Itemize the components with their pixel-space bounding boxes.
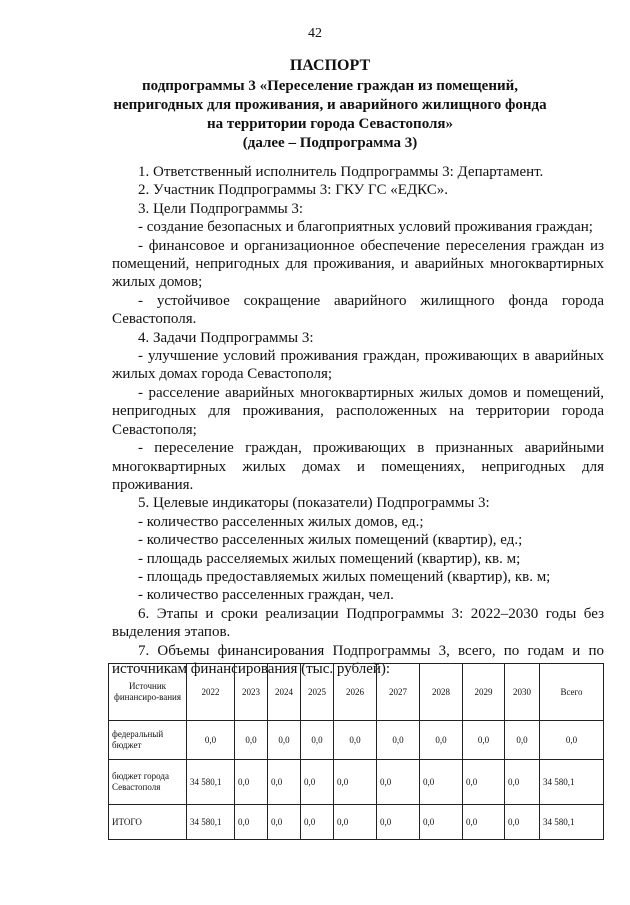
cell-value: 0,0 xyxy=(420,721,463,760)
title-line: непригодных для проживания, и аварийного жилищного фонда xyxy=(113,97,547,113)
header-year: 2022 xyxy=(187,664,235,721)
page-number: 42 xyxy=(308,26,322,41)
tasks-heading: 4. Задачи Подпрограммы 3: xyxy=(138,329,314,346)
title-heading: ПАСПОРТ xyxy=(289,57,371,74)
stages-and-terms: 6. Этапы и сроки реализации Подпрограммы 3: 2022–2030 годы без выделения этапов. xyxy=(112,605,604,641)
participant: 2. Участник Подпрограммы 3: ГКУ ГС «ЕДКС». xyxy=(138,182,448,199)
row-label: бюджет города Севастополя xyxy=(109,760,187,805)
cell-value: 34 580,1 xyxy=(187,760,235,805)
cell-value: 0,0 xyxy=(187,721,235,760)
cell-value: 0,0 xyxy=(268,805,301,840)
passport-body xyxy=(112,163,604,678)
title-line: на территории города Севастополя» xyxy=(206,116,454,132)
row-label: ИТОГО xyxy=(109,805,187,840)
goals-heading: 3. Цели Подпрограммы 3: xyxy=(138,200,304,217)
table-row xyxy=(109,760,604,805)
header-source: Источник финансиро-вания xyxy=(109,664,187,721)
cell-value: 0,0 xyxy=(463,760,505,805)
cell-value: 0,0 xyxy=(301,721,334,760)
cell-value: 0,0 xyxy=(268,721,301,760)
cell-value: 0,0 xyxy=(334,721,377,760)
cell-value: 0,0 xyxy=(377,721,420,760)
indicator-item: - площадь предоставляемых жилых помещений (квартир), кв. м; xyxy=(138,568,551,585)
goal-item: - устойчивое сокращение аварийного жилищного фонда города Севастополя. xyxy=(112,292,604,328)
cell-value: 0,0 xyxy=(268,760,301,805)
cell-value: 0,0 xyxy=(377,805,420,840)
header-year: 2029 xyxy=(463,664,505,721)
indicators-heading: 5. Целевые индикаторы (показатели) Подпрограммы 3: xyxy=(138,495,490,512)
header-year: 2028 xyxy=(420,664,463,721)
cell-value: 0,0 xyxy=(505,721,540,760)
cell-value: 0,0 xyxy=(235,760,268,805)
cell-value: 0,0 xyxy=(420,805,463,840)
cell-total: 34 580,1 xyxy=(540,760,604,805)
header-year: 2027 xyxy=(377,664,420,721)
header-year: 2025 xyxy=(301,664,334,721)
cell-value: 0,0 xyxy=(463,805,505,840)
cell-value: 0,0 xyxy=(334,760,377,805)
indicator-item: - количество расселенных жилых помещений (квартир), ед.; xyxy=(138,532,523,549)
cell-value: 0,0 xyxy=(334,805,377,840)
header-year: 2026 xyxy=(334,664,377,721)
cell-value: 0,0 xyxy=(301,760,334,805)
cell-value: 0,0 xyxy=(377,760,420,805)
header-year: 2023 xyxy=(235,664,268,721)
row-label: федеральный бюджет xyxy=(109,721,187,760)
cell-total: 0,0 xyxy=(540,721,604,760)
cell-value: 0,0 xyxy=(420,760,463,805)
table-row xyxy=(109,721,604,760)
header-total: Всего xyxy=(540,664,604,721)
task-item: - расселение аварийных многоквартирных жилых домов и помещений, непригодных для проживания, расположенных на территории города Севастополя; xyxy=(112,384,604,438)
goal-item: - создание безопасных и благоприятных условий проживания граждан; xyxy=(138,219,593,236)
task-item: - переселение граждан, проживающих в признанных аварийными многоквартирных жилых домах и помещениях, непригодных для проживания. xyxy=(112,440,604,493)
responsible-executor: 1. Ответственный исполнитель Подпрограммы 3: Департамент. xyxy=(138,164,544,180)
cell-value: 34 580,1 xyxy=(187,805,235,840)
cell-total: 34 580,1 xyxy=(540,805,604,840)
goal-item: - финансовое и организационное обеспечение переселения граждан из помещений, непригодных для проживания, и аварийных многоквартирных жилых домов; xyxy=(112,237,604,291)
passport-title xyxy=(70,56,590,153)
indicator-item: - количество расселенных жилых домов, ед.; xyxy=(138,513,424,530)
cell-value: 0,0 xyxy=(301,805,334,840)
cell-value: 0,0 xyxy=(463,721,505,760)
cell-value: 0,0 xyxy=(235,721,268,760)
indicator-item: - площадь расселяемых жилых помещений (квартир), кв. м; xyxy=(138,550,521,567)
task-item: - улучшение условий проживания граждан, проживающих в аварийных жилых домах города Севастополя; xyxy=(112,348,604,383)
table-header-row xyxy=(109,664,604,721)
financing-heading: 7. Объемы финансирования Подпрограммы 3, всего, по годам и по источникам финансирования (тыс. рублей): xyxy=(112,642,604,677)
header-year: 2030 xyxy=(505,664,540,721)
title-line: (далее – Подпрограмма 3) xyxy=(242,135,418,151)
cell-value: 0,0 xyxy=(505,805,540,840)
title-line: подпрограммы 3 «Переселение граждан из помещений, xyxy=(141,78,519,94)
financing-table xyxy=(108,663,604,840)
header-year: 2024 xyxy=(268,664,301,721)
cell-value: 0,0 xyxy=(505,760,540,805)
indicator-item: - количество расселенных граждан, чел. xyxy=(138,587,394,604)
cell-value: 0,0 xyxy=(235,805,268,840)
table-row xyxy=(109,805,604,840)
